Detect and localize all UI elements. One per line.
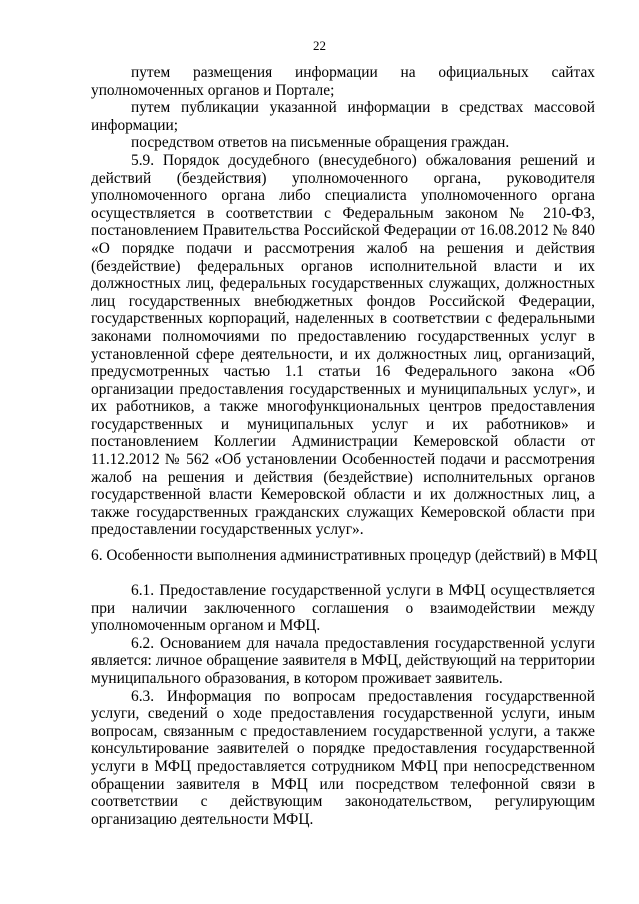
paragraph-mass-media-publication: путем публикации указанной информации в средствах массовой информации; (91, 99, 595, 134)
paragraph-written-replies: посредством ответов на письменные обращения граждан. (131, 134, 510, 152)
paragraph-6-3: 6.3. Информация по вопросам предоставления государственной услуги, сведений о ходе предоставления государственной услуги, иным вопросам, связанным с предоставлением государственной услуги, а также консультирование заявителей о порядке предоставления государственной услуги в МФЦ предоставляется сотрудником МФЦ при непосредственном обращении заявителя в МФЦ или посредством телефонной связи в соответствии с действующим законодательством, регулирующим организацию деятельности МФЦ. (91, 687, 595, 828)
section-heading: 6. Особенности выполнения административных процедур (действий) в МФЦ (91, 547, 598, 564)
text-block-before-section (91, 64, 595, 539)
paragraph-6-2: 6.2. Основанием для начала предоставления государственной услуги является: личное обращение заявителя в МФЦ, действующий на территории муниципального образования, в котором проживает заявитель. (91, 634, 595, 687)
paragraph-6-1: 6.1. Предоставление государственной услуги в МФЦ осуществляется при наличии заключенного соглашения о взаимодействии между уполномоченным органом и МФЦ. (91, 582, 595, 635)
paragraph-posting-on-websites: путем размещения информации на официальных сайтах уполномоченных органов и Портале; (91, 64, 595, 99)
page-number: 22 (313, 38, 326, 53)
text-block-after-section (91, 582, 595, 828)
paragraph-5-9-appeal-procedure: 5.9. Порядок досудебного (внесудебного) обжалования решений и действий (бездействия) уполномоченного органа, руководителя уполномоченного органа либо специалиста уполномоченного органа осуществляется в соответствии с Федеральным законом № 210-ФЗ, постановлением Правительства Российской Федерации от 16.08.2012 № 840 «О порядке подачи и рассмотрения жалоб на решения и действия (бездействие) федеральных органов исполнительной власти и их должностных лиц, федеральных государственных служащих, должностных лиц государственных внебюджетных фондов Российской Федерации, государственных корпораций, наделенных в соответствии с федеральными законами полномочиями по предоставлению государственных услуг в установленной сфере деятельности, и их должностных лиц, организаций, предусмотренных частью 1.1 статьи 16 Федерального закона «Об организации предоставления государственных и муниципальных услуг», и их работников, а также многофункциональных центров предоставления государственных и муниципальных услуг и их работников» и постановлением Коллегии Администрации Кемеровской области от 11.12.2012 № 562 «Об установлении Особенностей подачи и рассмотрения жалоб на решения и действия (бездействие) исполнительных органов государственной власти Кемеровской области и их должностных лиц, а также государственных гражданских служащих Кемеровской области при предоставлении государственных услуг». (91, 151, 595, 539)
